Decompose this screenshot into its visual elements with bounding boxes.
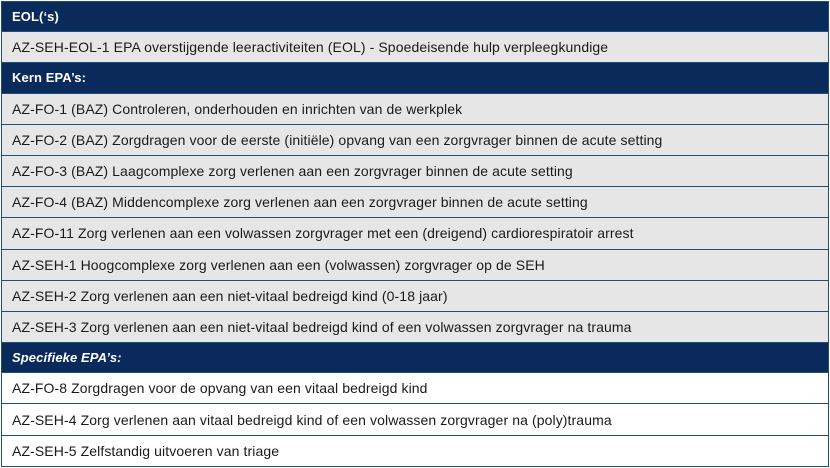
section-header-row	[2, 63, 829, 93]
epa-row	[2, 187, 829, 218]
epa-row	[2, 124, 829, 155]
epa-row	[2, 249, 829, 280]
epa-row	[2, 311, 829, 342]
epa-row	[2, 93, 829, 124]
section-heading: EOL(‘s)	[2, 2, 829, 32]
section-header-row	[2, 2, 829, 32]
section-header-row	[2, 343, 829, 373]
epa-row	[2, 218, 829, 249]
epa-row	[2, 280, 829, 311]
epa-cell: AZ-FO-8 Zorgdragen voor de opvang van een vitaal bedreigd kind	[2, 373, 829, 404]
epa-table-body	[2, 2, 829, 467]
epa-table	[1, 1, 829, 467]
epa-cell: AZ-FO-4 (BAZ) Middencomplexe zorg verlenen aan een zorgvrager binnen de acute setting	[2, 187, 829, 218]
epa-cell: AZ-SEH-5 Zelfstandig uitvoeren van triage	[2, 435, 829, 466]
epa-row	[2, 373, 829, 404]
epa-cell: AZ-SEH-EOL-1 EPA overstijgende leeractiviteiten (EOL) - Spoedeisende hulp verpleegkundige	[2, 32, 829, 63]
epa-cell: AZ-SEH-4 Zorg verlenen aan vitaal bedreigd kind of een volwassen zorgvrager na (poly)trauma	[2, 404, 829, 435]
epa-cell: AZ-FO-11 Zorg verlenen aan een volwassen zorgvrager met een (dreigend) cardiorespiratoir arrest	[2, 218, 829, 249]
epa-cell: AZ-SEH-2 Zorg verlenen aan een niet-vitaal bedreigd kind (0-18 jaar)	[2, 280, 829, 311]
epa-row	[2, 155, 829, 186]
section-heading: Kern EPA’s:	[2, 63, 829, 93]
epa-cell: AZ-SEH-1 Hoogcomplexe zorg verlenen aan een (volwassen) zorgvrager op de SEH	[2, 249, 829, 280]
section-heading: Specifieke EPA’s:	[2, 343, 829, 373]
epa-row	[2, 404, 829, 435]
epa-row	[2, 435, 829, 466]
epa-cell: AZ-FO-2 (BAZ) Zorgdragen voor de eerste (initiële) opvang van een zorgvrager binnen de acute setting	[2, 124, 829, 155]
epa-row	[2, 32, 829, 63]
epa-cell: AZ-SEH-3 Zorg verlenen aan een niet-vitaal bedreigd kind of een volwassen zorgvrager na trauma	[2, 311, 829, 342]
epa-cell: AZ-FO-1 (BAZ) Controleren, onderhouden en inrichten van de werkplek	[2, 93, 829, 124]
epa-cell: AZ-FO-3 (BAZ) Laagcomplexe zorg verlenen aan een zorgvrager binnen de acute setting	[2, 155, 829, 186]
